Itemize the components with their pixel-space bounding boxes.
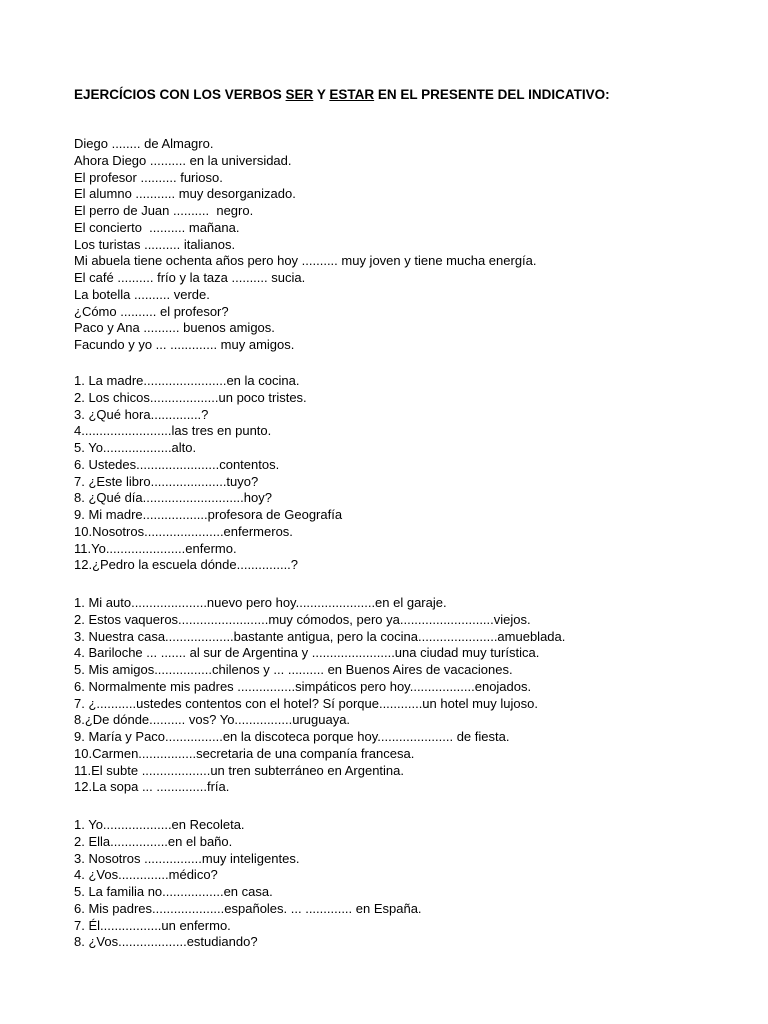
title-part-3: EN EL PRESENTE DEL INDICATIVO: <box>374 87 610 102</box>
exercise-block-1 <box>74 373 342 574</box>
exercise-line: El alumno ........... muy desorganizado. <box>74 186 296 202</box>
exercise-line: 5. Mis amigos................chilenos y ... .......... en Buenos Aires de vacaciones. <box>74 662 513 677</box>
exercise-line: La botella .......... verde. <box>74 286 210 302</box>
exercise-line: Facundo y yo ... ............. muy amigos. <box>74 337 295 352</box>
exercise-line: 4.........................las tres en punto. <box>74 423 272 439</box>
exercise-line: Mi abuela tiene ochenta años pero hoy .......... muy joven y tiene mucha energía. <box>74 253 537 269</box>
exercise-line: 3. ¿Qué hora..............? <box>74 406 209 422</box>
exercise-line: 4. Bariloche ... ....... al sur de Argentina y .......................una ciudad muy turística. <box>74 645 540 661</box>
title-verb-estar: ESTAR <box>329 87 375 102</box>
exercise-line: ¿Cómo .......... el profesor? <box>74 303 229 319</box>
intro-exercise-block <box>74 136 537 354</box>
exercise-line: 8. ¿Qué día............................hoy? <box>74 490 272 506</box>
exercise-line: 6. Mis padres....................españoles. ... ............. en España. <box>74 900 422 916</box>
exercise-line: 4. ¿Vos..............médico? <box>74 867 218 883</box>
exercise-line: Ahora Diego .......... en la universidad. <box>74 152 292 168</box>
exercise-line: 2. Estos vaqueros.........................muy cómodos, pero ya..........................viejos. <box>74 611 531 627</box>
exercise-line: 11.Yo......................enfermo. <box>74 540 237 556</box>
exercise-line: 12.¿Pedro la escuela dónde...............? <box>74 557 299 573</box>
exercise-line: 10.Carmen................secretaria de una companía francesa. <box>74 745 415 761</box>
exercise-line: 11.El subte ...................un tren subterráneo en Argentina. <box>74 762 405 778</box>
exercise-line: 2. Los chicos...................un poco tristes. <box>74 389 307 405</box>
exercise-line: 3. Nosotros ................muy inteligentes. <box>74 850 300 866</box>
exercise-block-2 <box>74 595 565 796</box>
exercise-line: 8.¿De dónde.......... vos? Yo................uruguaya. <box>74 712 351 728</box>
title-verb-ser: SER <box>285 87 314 102</box>
exercise-line: 7. ¿Este libro.....................tuyo? <box>74 473 259 489</box>
exercise-line: 12.La sopa ... ..............fría. <box>74 779 230 795</box>
exercise-line: El café .......... frío y la taza .......... sucia. <box>74 270 306 285</box>
exercise-line: 1. Yo...................en Recoleta. <box>74 817 245 832</box>
title-part-2: Y <box>313 87 330 102</box>
exercise-line: El profesor .......... furioso. <box>74 169 223 185</box>
exercise-line: 1. La madre.......................en la cocina. <box>74 373 300 388</box>
exercise-line: 10.Nosotros......................enfermeros. <box>74 523 293 539</box>
exercise-line: 3. Nuestra casa...................bastante antigua, pero la cocina......................amueblada. <box>74 628 566 644</box>
page-title <box>74 86 610 103</box>
exercise-line: Diego ........ de Almagro. <box>74 136 214 151</box>
exercise-line: 6. Normalmente mis padres ................simpáticos pero hoy..................enojados. <box>74 678 532 694</box>
exercise-line: 9. Mi madre..................profesora de Geografía <box>74 507 343 522</box>
exercise-line: 5. La familia no.................en casa. <box>74 884 273 899</box>
exercise-line: Los turistas .......... italianos. <box>74 236 236 252</box>
exercise-line: 8. ¿Vos...................estudiando? <box>74 934 258 950</box>
exercise-line: 7. ¿...........ustedes contentos con el hotel? Sí porque............un hotel muy lujoso. <box>74 695 538 711</box>
exercise-line: 2. Ella................en el baño. <box>74 833 233 849</box>
exercise-block-3 <box>74 817 422 951</box>
exercise-line: 6. Ustedes.......................contentos. <box>74 456 280 472</box>
exercise-line: 1. Mi auto.....................nuevo pero hoy......................en el garaje. <box>74 595 447 610</box>
exercise-line: El perro de Juan .......... negro. <box>74 203 254 218</box>
exercise-line: El concierto .......... mañana. <box>74 219 240 235</box>
exercise-line: 7. Él.................un enfermo. <box>74 917 231 933</box>
exercise-line: 9. María y Paco................en la discoteca porque hoy..................... de fiesta. <box>74 729 510 744</box>
title-part-1: EJERCÍCIOS CON LOS VERBOS <box>74 87 286 102</box>
exercise-line: Paco y Ana .......... buenos amigos. <box>74 320 275 336</box>
exercise-line: 5. Yo...................alto. <box>74 440 197 455</box>
